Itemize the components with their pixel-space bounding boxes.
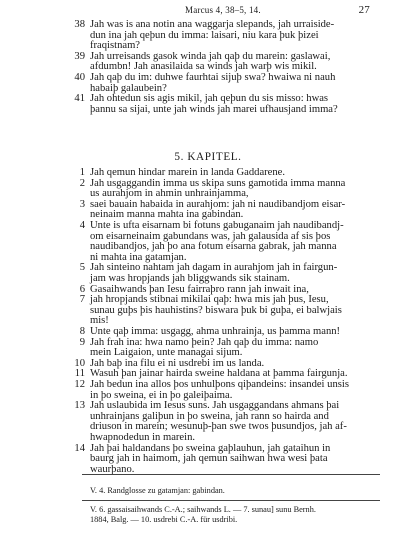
verse-line: ni mahta ina gatamjan.: [90, 251, 187, 263]
verse-line: mein Laigaion, unte managai sijum.: [90, 347, 243, 359]
verse-line: in þo sweina, ei in þo galeiþaima.: [90, 389, 233, 401]
chapter-heading: 5. KAPITEL.: [174, 151, 242, 163]
verse-number: 3: [79, 198, 85, 210]
verse: [0, 52, 416, 73]
page-number: 27: [358, 4, 370, 16]
apparatus-note: V. 6. gassaisaihwands C.-A.; saihwands L. — 7. sunau] sunu Bernh. 1884, Balg. — 10. usdrebi C.-A. für usdribi.: [90, 505, 316, 525]
verse-number: 5: [79, 262, 85, 274]
verse-line: sunau guþs þis hauhistins? biswara þuk bi guþa, ei balwjais: [90, 304, 342, 316]
verse-text: [90, 401, 380, 443]
verse-line: driuson in marein; wesunuþ-þan swe twos þusundjos, jah af-: [90, 421, 347, 433]
verse-number: 8: [79, 326, 85, 337]
verse-line: Jah baþ ina filu ei ni usdrebi im us landa.: [90, 357, 265, 369]
verse-line: Jah bedun ina allos þos unhulþons qiþandeins: insandei unsis: [90, 379, 349, 390]
verse-text: [90, 221, 380, 263]
verse-number: 13: [74, 400, 85, 412]
verse-number: 14: [74, 442, 85, 454]
verse-line: jah hropjands stibnai mikilai qaþ: hwa mis jah þus, Iesu,: [90, 294, 329, 306]
verse: [0, 444, 416, 476]
verse: [0, 327, 416, 338]
verse-line: afdumbn! Jah anasilaida sa winds jah warþ wis mikil.: [90, 61, 317, 73]
verse-line: Jah þai haldandans þo sweina gaþlauhun, jah gataihun in: [90, 442, 331, 454]
footnote-divider: [82, 474, 380, 475]
verse-line: waurþano.: [90, 463, 135, 475]
verse-line: Jah uslaubida im Iesus suns. Jah usgaggandans ahmans þai: [90, 400, 340, 412]
verse-number: 10: [74, 357, 85, 369]
verse: [0, 73, 416, 94]
verse-text: [90, 179, 380, 200]
verse-line: mis!: [90, 315, 109, 327]
verse-line: Jah sinteino nahtam jah dagam in aurahjom jah in fairgun-: [90, 262, 338, 274]
verse-line: naudibandjos, jah þo ana fotum eisarna gabrak, jah manna: [90, 241, 337, 253]
verse-text: [90, 73, 380, 94]
verse-number: 2: [79, 177, 85, 189]
verse-line: us aurahjom in ahmin unhrainjamma,: [90, 188, 249, 200]
verse: [0, 94, 416, 115]
verse-number: 6: [79, 283, 85, 295]
verse: [0, 295, 416, 327]
verse-number: 12: [74, 379, 85, 390]
verse: [0, 263, 416, 284]
running-head: [0, 4, 416, 18]
verse-line: Unte qaþ imma: usgagg, ahma unhrainja, us þamma mann!: [90, 326, 341, 337]
verse: [0, 168, 416, 179]
verse-line: jam was hropjands jah bliggwands sik stainam.: [90, 272, 290, 284]
verse-line: dun ina jah qeþun du imma: laisari, niu kara þuk þizei: [90, 29, 319, 41]
verse-line: Jah usgaggandin imma us skipa suns gamotida imma manna: [90, 177, 346, 189]
verse-number: 40: [74, 72, 85, 83]
verse-line: Wasuh þan jainar hairda sweine haldana at þamma fairgunja.: [90, 368, 348, 380]
verse-text: [90, 295, 380, 327]
verse-line: neinaim manna mahta ina gabindan.: [90, 209, 244, 221]
verse-line: baurg jah in haimom, jah qemun saihwan hwa wesi þata: [90, 453, 328, 465]
verse-number: 39: [74, 50, 85, 62]
verse-text: [90, 444, 380, 476]
verse-number: 4: [79, 220, 85, 231]
verse: [0, 380, 416, 401]
verse-text: [90, 327, 380, 338]
verse-text: [90, 380, 380, 401]
verse-text: [90, 94, 380, 115]
verse: [0, 200, 416, 221]
apparatus-divider: [82, 500, 380, 501]
verse-line: hwapnodedun in marein.: [90, 431, 196, 443]
verse-number: 9: [79, 336, 85, 348]
verse-line: Gasaihwands þan Iesu fairraþro rann jah inwait ina,: [90, 283, 309, 295]
verse-line: Jah qemun hindar marein in landa Gaddarene.: [90, 167, 286, 178]
verse-line: Jah ohtedun sis agis mikil, jah qeþun du sis misso: hwas: [90, 93, 329, 105]
verse-line: Jah urreisands gasok winda jah qaþ du marein: gaslawai,: [90, 50, 331, 62]
verse-line: habaiþ galaubein?: [90, 82, 167, 94]
gloss-note: V. 4. Randglosse zu gatamjan: gabindan.: [90, 486, 225, 495]
verse-line: Unte is ufta eisarnam bi fotuns gabuganaim jah naudibandj-: [90, 220, 344, 231]
verse-line: saei bauain habaida in aurahjom: jah ni naudibandjom eisar-: [90, 198, 346, 210]
verse-number: 11: [74, 368, 85, 380]
verse-line: Jah was is ana notin ana waggarja slepands, jah urraiside-: [90, 19, 335, 30]
verse-number: 7: [79, 294, 85, 306]
verse-number: 38: [74, 19, 85, 30]
verse-text: [90, 168, 380, 179]
verse-text: [90, 52, 380, 73]
verse-text: [90, 263, 380, 284]
verse: [0, 338, 416, 359]
verse-text: [90, 20, 380, 52]
verse: [0, 221, 416, 263]
verse: [0, 20, 416, 52]
verse-line: Jah frah ina: hwa namo þein? Jah qaþ du imma: namo: [90, 336, 319, 348]
verse: [0, 401, 416, 443]
verse-number: 41: [74, 93, 85, 105]
verse-line: unhrainjans galiþun in þo sweina, jah rann so hairda and: [90, 410, 329, 422]
verse: [0, 179, 416, 200]
verse-text: [90, 338, 380, 359]
verse-line: om eisarneinaim gabundans was, jah galausida af sis þos: [90, 230, 331, 242]
verse-number: 1: [79, 167, 85, 178]
verse-line: þannu sa sijai, unte jah winds jah marei ufhausjand imma?: [90, 103, 338, 115]
verse-line: Jah qaþ du im: duhwe faurhtai sijuþ swa? hwaiwa ni nauh: [90, 72, 336, 83]
verse-text: [90, 200, 380, 221]
running-head-title: Marcus 4, 38–5, 14.: [185, 5, 261, 15]
verse-line: fraqistnam?: [90, 40, 141, 52]
